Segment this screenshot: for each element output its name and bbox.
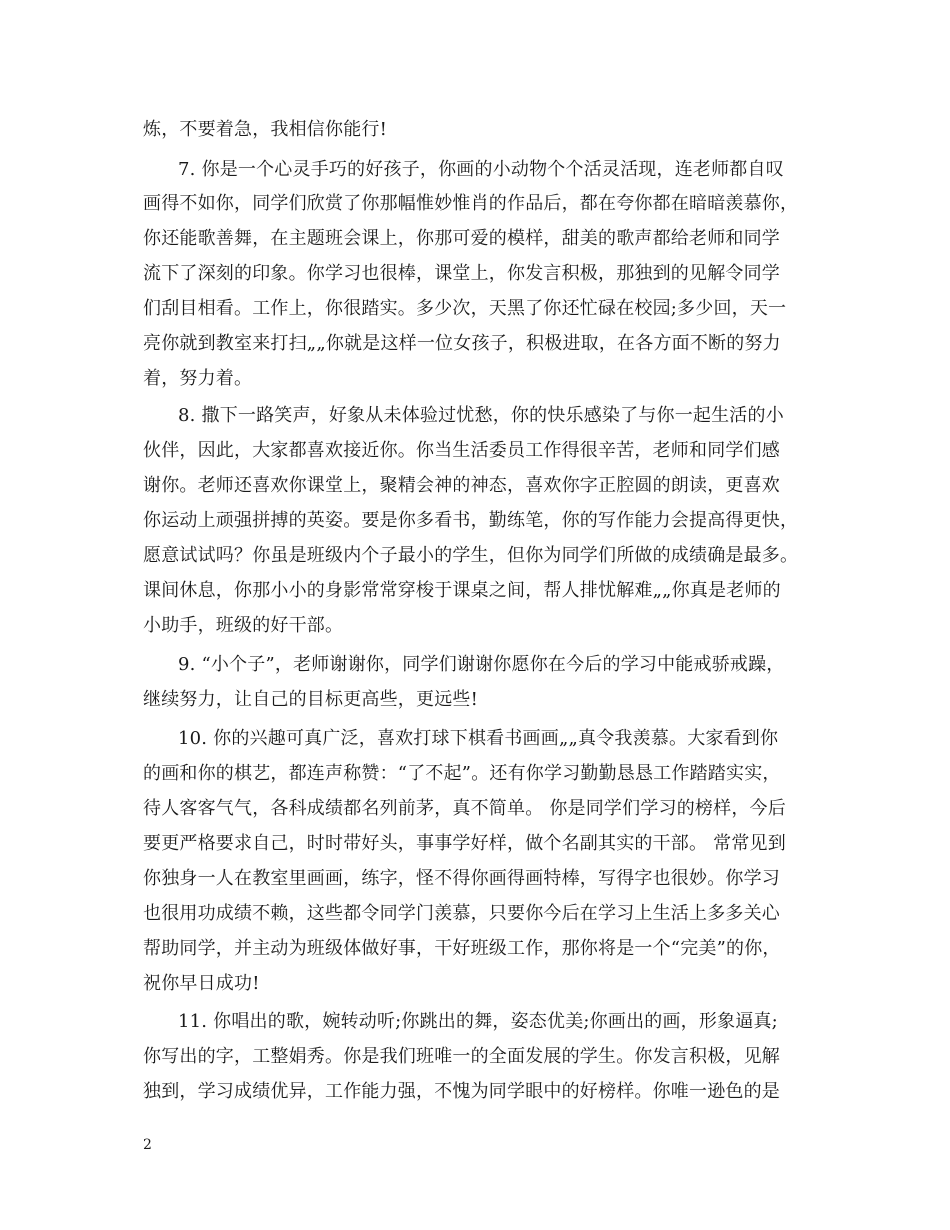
text-line: 亮你就到教室来打扫„„你就是这样一位女孩子，积极进取，在各方面不断的努力 [143, 333, 781, 354]
text-line: 的画和你的棋艺，都连声称赞：“了不起”。还有你学习勤勤恳恳工作踏踏实实， [143, 763, 781, 784]
text-line: 你还能歌善舞，在主题班会课上，你那可爱的模样，甜美的歌声都给老师和同学 [143, 228, 780, 249]
text-line: 你独身一人在教室里画画，练字，怪不得你画得画特棒，写得字也很妙。你学习 [143, 868, 780, 889]
text-line: 10. 你的兴趣可真广泛，喜欢打球下棋看书画画„„真令我羡慕。大家看到你 [178, 728, 779, 749]
text-line: 独到，学习成绩优异，工作能力强，不愧为同学眼中的好榜样。你唯一逊色的是 [143, 1081, 780, 1102]
text-line: 课间休息，你那小小的身影常常穿梭于课桌之间，帮人排忧解难„„你真是老师的 [143, 580, 781, 601]
text-line: 也很用功成绩不赖，这些都令同学门羡慕，只要你今后在学习上生活上多多关心 [143, 903, 780, 924]
text-line: 们刮目相看。工作上，你很踏实。多少次，天黑了你还忙碌在校园;多少回，天一 [143, 298, 787, 319]
text-line: 帮助同学，并主动为班级体做好事，干好班级工作，那你将是一个“完美”的你， [143, 938, 781, 959]
text-line: 画得不如你，同学们欣赏了你那幅惟妙惟肖的作品后，都在夸你都在暗暗羡慕你， [143, 193, 799, 214]
text-line: 愿意试试吗？你虽是班级内个子最小的学生，但你为同学们所做的成绩确是最多。 [143, 545, 799, 566]
text-line: 祝你早日成功! [143, 973, 260, 994]
text-line: 伙伴，因此，大家都喜欢接近你。你当生活委员工作得很辛苦，老师和同学们感 [143, 440, 780, 461]
text-line: 7. 你是一个心灵手巧的好孩子，你画的小动物个个活灵活现，连老师都自叹 [178, 159, 784, 180]
text-line: 8. 撒下一路笑声，好象从未体验过忧愁，你的快乐感染了与你一起生活的小 [178, 405, 784, 426]
page-number: 2 [143, 1137, 152, 1153]
text-line: 要更严格要求自己，时时带好头，事事学好样，做个名副其实的干部。 常常见到 [143, 833, 786, 854]
text-line: 着，努力着。 [143, 368, 253, 389]
text-line: 9. “小个子”，老师谢谢你，同学们谢谢你愿你在今后的学习中能戒骄戒躁， [178, 654, 785, 675]
text-line: 谢你。老师还喜欢你课堂上，聚精会神的神态，喜欢你字正腔圆的朗读，更喜欢 [143, 475, 780, 496]
text-line: 你运动上顽强拼搏的英姿。要是你多看书，勤练笔，你的写作能力会提高得更快， [143, 510, 799, 531]
text-line: 继续努力，让自己的目标更高些，更远些! [143, 689, 479, 710]
text-line: 炼，不要着急，我相信你能行! [143, 119, 388, 140]
text-line: 小助手，班级的好干部。 [143, 615, 344, 636]
text-line: 待人客客气气，各科成绩都名列前茅，真不简单。 你是同学们学习的榜样，今后 [143, 798, 786, 819]
text-line: 11. 你唱出的歌，婉转动听;你跳出的舞，姿态优美;你画出的画，形象逼真; [178, 1011, 778, 1032]
text-line: 你写出的字，工整娟秀。你是我们班唯一的全面发展的学生。你发言积极，见解 [143, 1046, 780, 1067]
text-line: 流下了深刻的印象。你学习也很棒，课堂上，你发言积极，那独到的见解令同学 [143, 263, 780, 284]
